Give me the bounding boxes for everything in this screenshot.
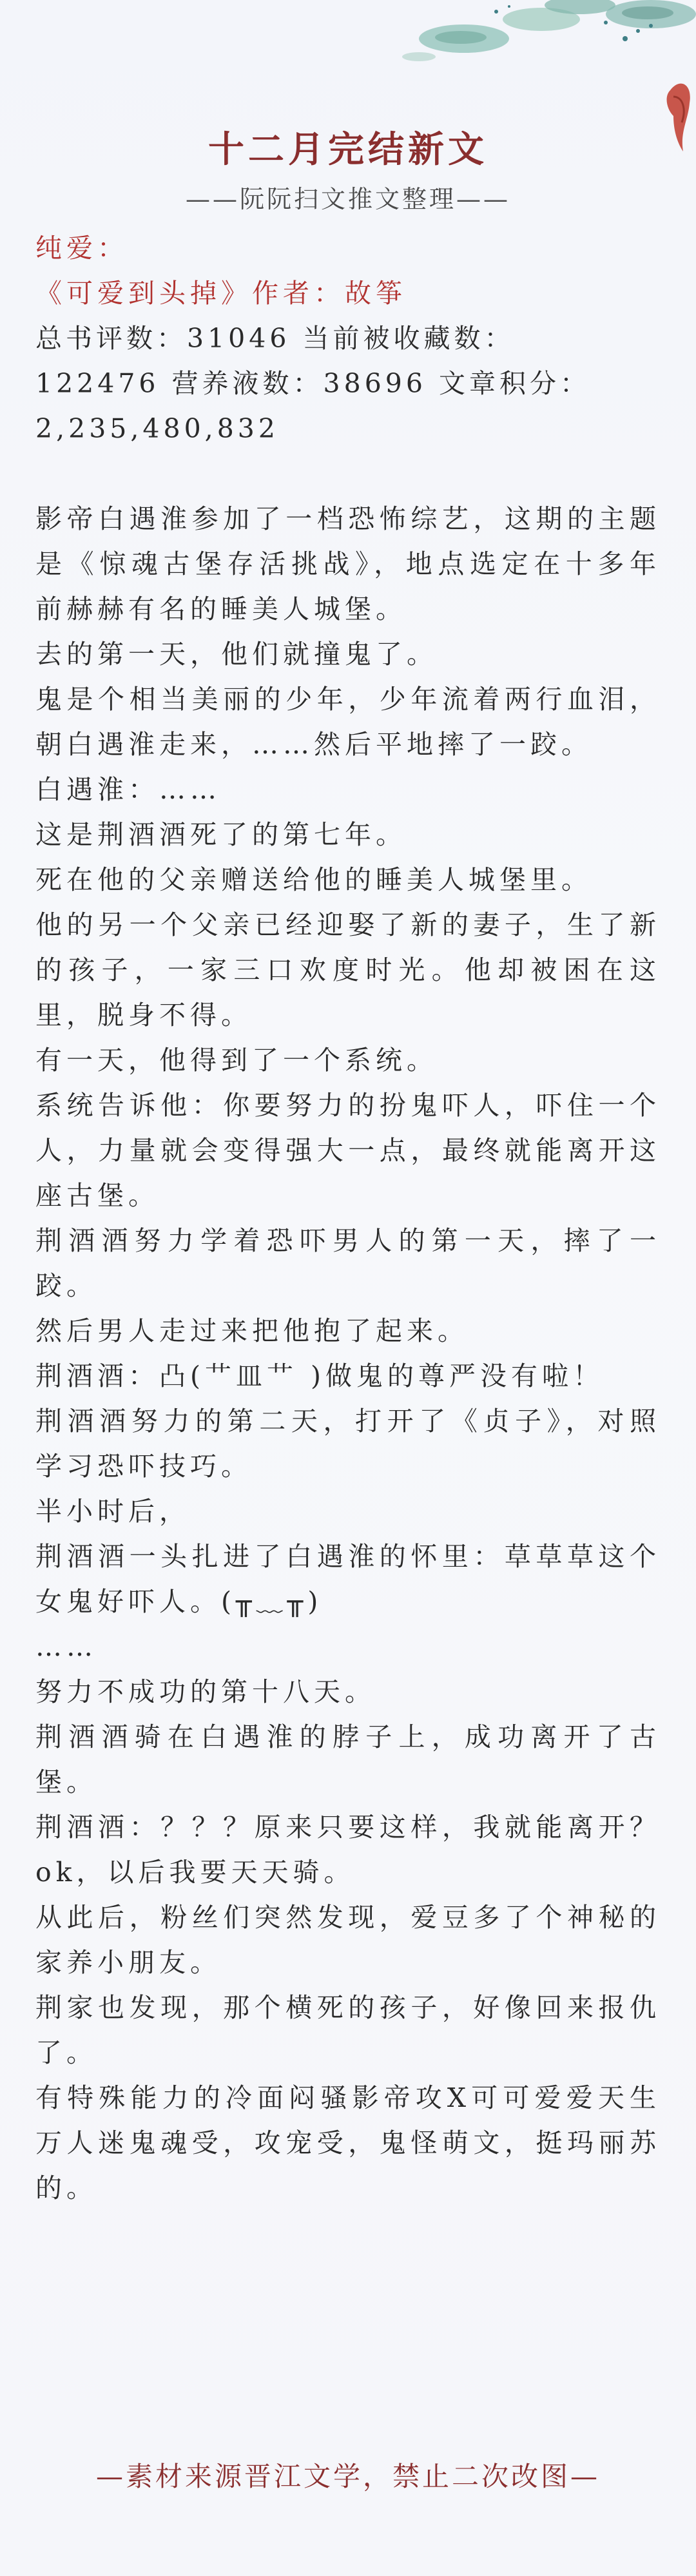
book-title-author: 《可爱到头掉》作者：故筝 [35, 278, 407, 309]
source-footer: —素材来源晋江文学，禁止二次改图— [95, 2461, 600, 2492]
paragraph: 死在他的父亲赠送给他的睡美人城堡里。 [35, 864, 592, 895]
paragraph: 去的第一天，他们就撞鬼了。 [35, 639, 438, 670]
page-title: 十二月完结新文 [208, 128, 488, 171]
category-label: 纯爱： [35, 233, 128, 264]
paragraph: 荆酒酒骑在白遇淮的脖子上，成功离开了古堡。 [35, 1721, 661, 1797]
book-stats-line-2: 122476 营养液数：38696 文章积分： [35, 368, 591, 399]
paragraph: 荆家也发现，那个横死的孩子，好像回来报仇了。 [35, 1992, 661, 2068]
article-body [35, 226, 661, 2211]
book-stats-line-3: 2,235,480,832 [35, 413, 279, 444]
paragraph: 鬼是个相当美丽的少年，少年流着两行血泪，朝白遇淮走来，……然后平地摔了一跤。 [35, 684, 661, 760]
paragraph: 努力不成功的第十八天。 [35, 1676, 376, 1707]
paragraph: 荆酒酒努力的第二天，打开了《贞子》，对照学习恐吓技巧。 [35, 1406, 661, 1482]
paragraph: 荆酒酒努力学着恐吓男人的第一天，摔了一跤。 [35, 1225, 661, 1301]
paragraph: 荆酒酒一头扎进了白遇淮的怀里：草草草这个女鬼好吓人。(╥﹏╥) [35, 1541, 661, 1617]
spacer [35, 451, 661, 496]
paragraph: 荆酒酒：？？？原来只要这样，我就能离开？ok，以后我要天天骑。 [35, 1812, 661, 1888]
paragraph: 他的另一个父亲已经迎娶了新的妻子，生了新的孩子，一家三口欢度时光。他却被困在这里，脱身不得。 [35, 909, 661, 1031]
paragraph: 有特殊能力的冷面闷骚影帝攻X可可爱爱天生万人迷鬼魂受，攻宠受，鬼怪萌文，挺玛丽苏的。 [35, 2082, 661, 2203]
paragraph: 荆酒酒：凸(艹皿艹 )做鬼的尊严没有啦！ [35, 1361, 604, 1391]
paragraph: 然后男人走过来把他抱了起来。 [35, 1315, 469, 1346]
paragraph: …… [35, 1631, 97, 1662]
paragraph: 影帝白遇淮参加了一档恐怖综艺，这期的主题是《惊魂古堡存活挑战》，地点选定在十多年前赫赫有名的睡美人城堡。 [35, 503, 661, 625]
book-stats-line-1: 总书评数：31046 当前被收藏数： [35, 323, 515, 354]
paragraph: 这是荆酒酒死了的第七年。 [35, 819, 407, 850]
paragraph: 系统告诉他：你要努力的扮鬼吓人，吓住一个人，力量就会变得强大一点，最终就能离开这座古堡。 [35, 1090, 661, 1211]
paragraph: 从此后，粉丝们突然发现，爱豆多了个神秘的家养小朋友。 [35, 1902, 661, 1978]
page-subtitle: ——阮阮扫文推文整理—— [185, 185, 510, 213]
paragraph: 白遇淮：…… [35, 774, 221, 805]
paragraph: 半小时后， [35, 1496, 190, 1527]
paragraph: 有一天，他得到了一个系统。 [35, 1045, 438, 1076]
